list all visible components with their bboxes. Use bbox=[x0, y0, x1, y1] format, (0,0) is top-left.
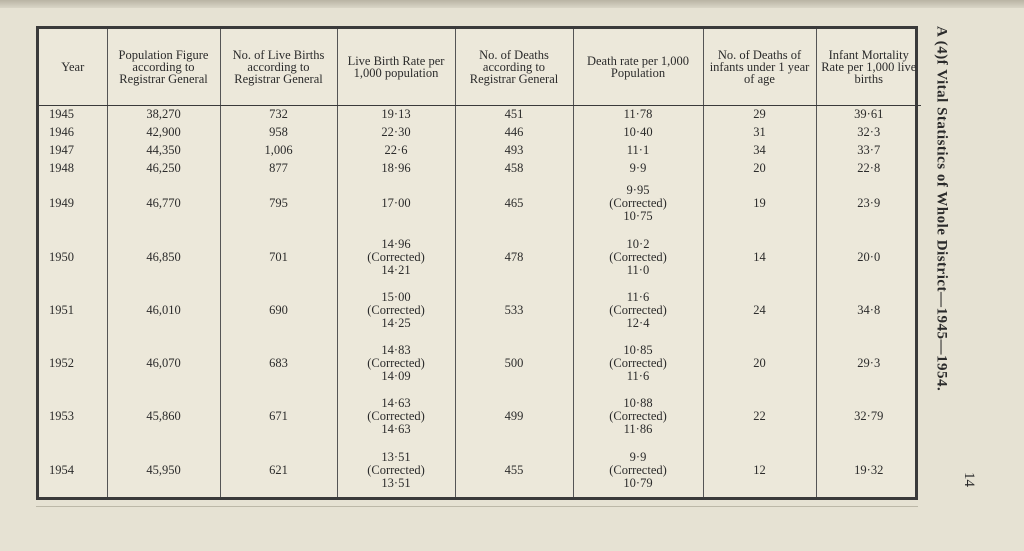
cell-infant-mortality: 39·61 bbox=[816, 106, 921, 124]
cell-live-birth-rate: 22·30 bbox=[337, 124, 455, 142]
cell-infant-deaths: 22 bbox=[703, 390, 816, 443]
header-year: Year bbox=[39, 29, 107, 106]
cell-infant-deaths: 20 bbox=[703, 159, 816, 177]
page-number: 14 bbox=[961, 472, 977, 487]
cell-live-births: 877 bbox=[220, 159, 337, 177]
cell-deaths: 500 bbox=[455, 337, 573, 390]
cell-year: 1952 bbox=[49, 356, 74, 371]
cell-year: 1946 bbox=[49, 125, 74, 140]
page-edge bbox=[0, 0, 1024, 8]
header-row bbox=[39, 29, 921, 106]
cell-year: 1950 bbox=[49, 249, 74, 264]
page-title: A (4)f Vital Statistics of Whole District—1945—1954. bbox=[933, 26, 950, 392]
cell-deaths: 458 bbox=[455, 159, 573, 177]
table-row bbox=[39, 230, 921, 283]
cell-deaths: 478 bbox=[455, 230, 573, 283]
cell-infant-mortality: 32·79 bbox=[816, 390, 921, 443]
cell-infant-mortality: 22·8 bbox=[816, 159, 921, 177]
table-row bbox=[39, 106, 921, 124]
cell-live-birth-rate: 14·96 (Corrected) 14·21 bbox=[337, 230, 455, 283]
cell-year: 1949 bbox=[49, 196, 74, 211]
cell-population: 46,010 bbox=[107, 284, 220, 337]
header-infant-deaths: No. of Deaths of infants under 1 year of age bbox=[703, 29, 816, 106]
cell-year: 1953 bbox=[49, 409, 74, 424]
vital-statistics-table-frame bbox=[36, 26, 918, 500]
cell-death-rate: 10·2 (Corrected) 11·0 bbox=[573, 230, 703, 283]
cell-deaths: 455 bbox=[455, 444, 573, 497]
cell-death-rate: 10·88 (Corrected) 11·86 bbox=[573, 390, 703, 443]
cell-infant-mortality: 34·8 bbox=[816, 284, 921, 337]
cell-deaths: 533 bbox=[455, 284, 573, 337]
cell-year: 1947 bbox=[49, 143, 74, 158]
cell-live-births: 683 bbox=[220, 337, 337, 390]
table-row bbox=[39, 284, 921, 337]
cell-death-rate: 9·95 (Corrected) 10·75 bbox=[573, 177, 703, 230]
header-live-birth-rate: Live Birth Rate per 1,000 population bbox=[337, 29, 455, 106]
cell-infant-mortality: 23·9 bbox=[816, 177, 921, 230]
cell-infant-deaths: 14 bbox=[703, 230, 816, 283]
cell-death-rate: 10·40 bbox=[573, 124, 703, 142]
vital-statistics-table bbox=[39, 29, 921, 497]
cell-death-rate: 9·9 bbox=[573, 159, 703, 177]
cell-infant-mortality: 33·7 bbox=[816, 142, 921, 160]
table-header bbox=[39, 29, 921, 106]
cell-infant-deaths: 12 bbox=[703, 444, 816, 497]
cell-live-birth-rate: 17·00 bbox=[337, 177, 455, 230]
cell-deaths: 465 bbox=[455, 177, 573, 230]
cell-deaths: 499 bbox=[455, 390, 573, 443]
cell-infant-deaths: 29 bbox=[703, 106, 816, 124]
cell-live-birth-rate: 14·83 (Corrected) 14·09 bbox=[337, 337, 455, 390]
cell-population: 45,950 bbox=[107, 444, 220, 497]
divider bbox=[36, 506, 918, 507]
cell-live-birth-rate: 22·6 bbox=[337, 142, 455, 160]
cell-live-births: 732 bbox=[220, 106, 337, 124]
cell-infant-mortality: 32·3 bbox=[816, 124, 921, 142]
cell-live-births: 701 bbox=[220, 230, 337, 283]
cell-infant-deaths: 31 bbox=[703, 124, 816, 142]
header-deaths: No. of Deaths according to Registrar General bbox=[455, 29, 573, 106]
table-row bbox=[39, 142, 921, 160]
cell-live-births: 958 bbox=[220, 124, 337, 142]
cell-death-rate: 9·9 (Corrected) 10·79 bbox=[573, 444, 703, 497]
table-row bbox=[39, 177, 921, 230]
table-row bbox=[39, 124, 921, 142]
cell-live-birth-rate: 19·13 bbox=[337, 106, 455, 124]
cell-infant-deaths: 34 bbox=[703, 142, 816, 160]
cell-infant-deaths: 20 bbox=[703, 337, 816, 390]
table-row bbox=[39, 337, 921, 390]
cell-population: 44,350 bbox=[107, 142, 220, 160]
cell-year: 1945 bbox=[49, 107, 74, 122]
table-row bbox=[39, 159, 921, 177]
cell-population: 46,770 bbox=[107, 177, 220, 230]
cell-death-rate: 11·78 bbox=[573, 106, 703, 124]
cell-population: 46,250 bbox=[107, 159, 220, 177]
cell-year: 1948 bbox=[49, 160, 74, 175]
cell-deaths: 493 bbox=[455, 142, 573, 160]
cell-live-birth-rate: 14·63 (Corrected) 14·63 bbox=[337, 390, 455, 443]
cell-live-birth-rate: 13·51 (Corrected) 13·51 bbox=[337, 444, 455, 497]
header-infant-mortality: Infant Mortality Rate per 1,000 live births bbox=[816, 29, 921, 106]
header-population: Population Figure according to Registrar General bbox=[107, 29, 220, 106]
cell-infant-deaths: 19 bbox=[703, 177, 816, 230]
cell-live-births: 795 bbox=[220, 177, 337, 230]
cell-year: 1951 bbox=[49, 302, 74, 317]
cell-population: 45,860 bbox=[107, 390, 220, 443]
cell-population: 42,900 bbox=[107, 124, 220, 142]
cell-population: 46,850 bbox=[107, 230, 220, 283]
cell-infant-mortality: 19·32 bbox=[816, 444, 921, 497]
table-row bbox=[39, 390, 921, 443]
cell-deaths: 451 bbox=[455, 106, 573, 124]
header-live-births: No. of Live Births according to Registrar General bbox=[220, 29, 337, 106]
cell-live-births: 621 bbox=[220, 444, 337, 497]
table-body bbox=[39, 106, 921, 498]
cell-death-rate: 11·1 bbox=[573, 142, 703, 160]
cell-infant-mortality: 29·3 bbox=[816, 337, 921, 390]
cell-live-birth-rate: 18·96 bbox=[337, 159, 455, 177]
cell-deaths: 446 bbox=[455, 124, 573, 142]
table-row bbox=[39, 444, 921, 497]
cell-infant-mortality: 20·0 bbox=[816, 230, 921, 283]
cell-population: 38,270 bbox=[107, 106, 220, 124]
cell-death-rate: 11·6 (Corrected) 12·4 bbox=[573, 284, 703, 337]
cell-year: 1954 bbox=[49, 462, 74, 477]
cell-population: 46,070 bbox=[107, 337, 220, 390]
cell-infant-deaths: 24 bbox=[703, 284, 816, 337]
cell-live-birth-rate: 15·00 (Corrected) 14·25 bbox=[337, 284, 455, 337]
cell-death-rate: 10·85 (Corrected) 11·6 bbox=[573, 337, 703, 390]
cell-live-births: 671 bbox=[220, 390, 337, 443]
cell-live-births: 1,006 bbox=[220, 142, 337, 160]
header-death-rate: Death rate per 1,000 Population bbox=[573, 29, 703, 106]
cell-live-births: 690 bbox=[220, 284, 337, 337]
